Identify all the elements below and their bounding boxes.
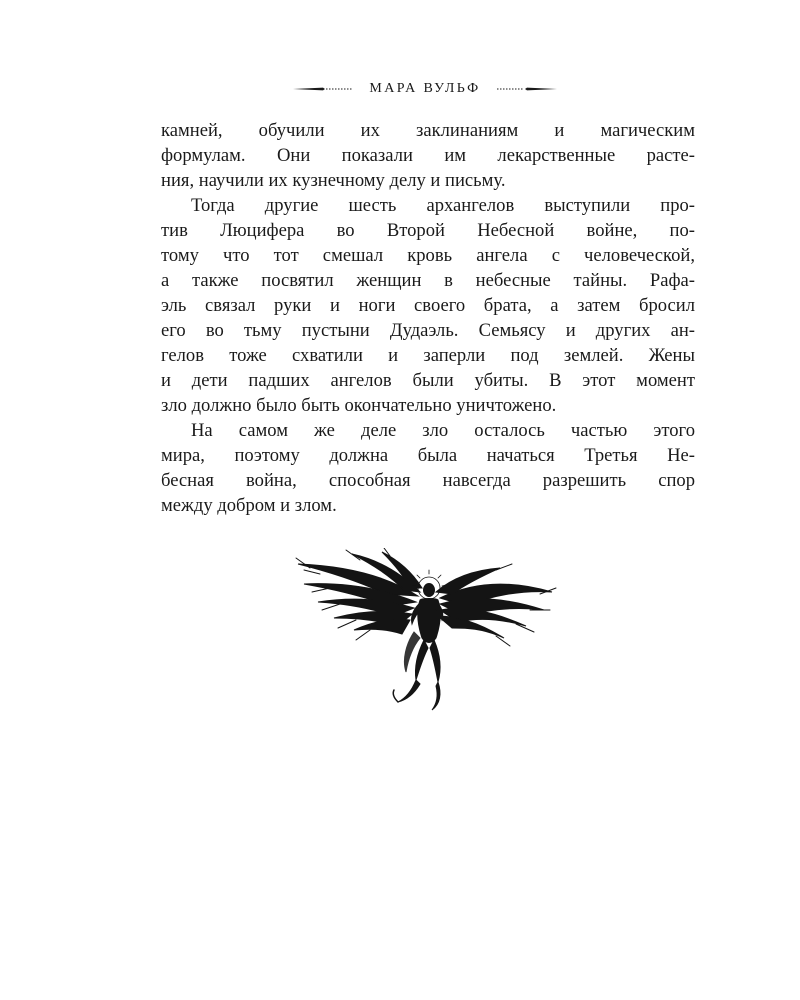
- text-line: камней, обучили их заклинаниям и магическим: [161, 120, 695, 141]
- text-line: между добром и злом.: [161, 495, 337, 516]
- text-line: формулам. Они показали им лекарственные расте-: [161, 145, 695, 166]
- text-line: тив Люцифера во Второй Небесной войне, по-: [161, 220, 695, 241]
- text-line: его во тьму пустыни Дудаэль. Семьясу и других ан-: [161, 320, 695, 341]
- text-line: бесная война, способная навсегда разрешить спор: [161, 470, 695, 491]
- text-line: На самом же деле зло осталось частью этого: [191, 420, 695, 441]
- text-line: эль связал руки и ноги своего брата, а затем бросил: [161, 295, 695, 316]
- left-header-rule: [293, 85, 355, 93]
- author-name: МАРА ВУЛЬФ: [369, 81, 481, 96]
- text-line: и дети падших ангелов были убиты. В этот момент: [161, 370, 695, 391]
- text-line: ния, научили их кузнечному делу и письму.: [161, 170, 506, 191]
- text-line: мира, поэтому должна была начаться Третья Не-: [161, 445, 695, 466]
- text-line: Тогда другие шесть архангелов выступили про-: [191, 195, 695, 216]
- winged-angel-icon: [290, 548, 560, 718]
- text-line: тому что тот смешал кровь ангела с человеческой,: [161, 245, 695, 266]
- running-header: [270, 77, 580, 101]
- body-text: [161, 118, 695, 518]
- right-header-rule: [495, 85, 557, 93]
- text-line: гелов тоже схватили и заперли под землей. Жены: [161, 345, 695, 366]
- text-line: а также посвятил женщин в небесные тайны. Рафа-: [161, 270, 695, 291]
- text-line: зло должно было быть окончательно уничтожено.: [161, 395, 557, 416]
